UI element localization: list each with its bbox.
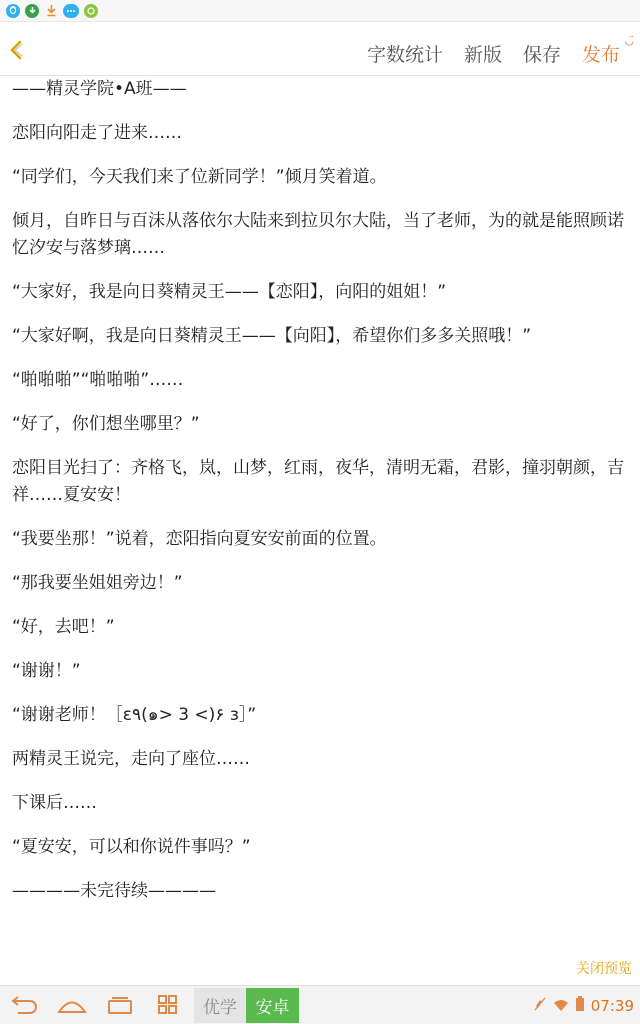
recent-apps-icon[interactable] bbox=[106, 995, 134, 1019]
download-arrow-icon bbox=[44, 4, 58, 18]
publish-label: 发布 bbox=[581, 44, 620, 66]
paragraph: “好，去吧！” bbox=[12, 617, 115, 637]
paragraph: “大家好啊，我是向日葵精灵王——【向阳】，希望你们多多关照哦！” bbox=[12, 326, 532, 346]
paragraph: “啪啪啪”“啪啪啪”…… bbox=[12, 370, 184, 390]
qq-icon bbox=[6, 4, 20, 18]
clock: 07:39 bbox=[590, 997, 634, 1015]
paragraph: “谢谢老师！［ε٩(๑> 3 <)۶ з］” bbox=[12, 705, 257, 725]
paragraph: “夏安安，可以和你说件事吗？” bbox=[12, 837, 251, 857]
word-count-button[interactable]: 字数统计 bbox=[366, 44, 443, 66]
paragraph: “我要坐那！”说着，恋阳指向夏安安前面的位置。 bbox=[12, 529, 387, 549]
paragraph: “那我要坐姐姐旁边！” bbox=[12, 573, 183, 593]
home-icon[interactable] bbox=[56, 995, 88, 1019]
new-version-button[interactable]: 新版 bbox=[463, 44, 502, 66]
publish-button[interactable] bbox=[581, 34, 634, 67]
article-preview bbox=[12, 76, 630, 905]
back-button[interactable] bbox=[6, 38, 28, 62]
paragraph: 恋阳目光扫了：齐格飞，岚，山梦，红雨，夜华，清明无霜，君影，撞羽朝颜，吉祥……夏安安！ bbox=[12, 458, 624, 505]
back-nav-icon[interactable] bbox=[8, 995, 38, 1019]
paragraph: 倾月，自昨日与百沫从落依尔大陆来到拉贝尔大陆，当了老师，为的就是能照顾诺忆汐安与落梦璃…… bbox=[12, 211, 624, 258]
status-bar bbox=[0, 0, 640, 22]
paragraph: 两精灵王说完，走向了座位…… bbox=[12, 749, 250, 769]
wifi-icon bbox=[553, 997, 569, 1016]
system-tray bbox=[533, 996, 634, 1016]
back-chevron-icon bbox=[6, 38, 28, 62]
paragraph: ——精灵学院•A班—— bbox=[12, 79, 187, 99]
paragraph: 下课后…… bbox=[12, 793, 97, 813]
smile-icon: ◡̈ bbox=[624, 34, 634, 47]
youxue-tab[interactable]: 优学 bbox=[194, 988, 246, 1023]
save-button[interactable]: 保存 bbox=[522, 44, 561, 66]
apps-grid-icon[interactable] bbox=[157, 995, 179, 1019]
download-icon bbox=[25, 4, 39, 18]
mute-icon bbox=[533, 996, 547, 1016]
editor-toolbar bbox=[0, 22, 640, 76]
paragraph: “同学们，今天我们来了位新同学！”倾月笑着道。 bbox=[12, 167, 387, 187]
app-notification-icon bbox=[84, 4, 98, 18]
battery-icon bbox=[575, 996, 585, 1016]
system-nav-bar bbox=[0, 985, 640, 1024]
paragraph: 恋阳向阳走了进来…… bbox=[12, 123, 182, 143]
paragraph: ————未完待续———— bbox=[12, 881, 216, 901]
message-icon bbox=[63, 4, 79, 18]
anzhuo-tab[interactable]: 安卓 bbox=[246, 988, 299, 1023]
paragraph: “大家好，我是向日葵精灵王——【恋阳】，向阳的姐姐！” bbox=[12, 282, 447, 302]
paragraph: “谢谢！” bbox=[12, 661, 81, 681]
close-preview-button[interactable]: 关闭预览 bbox=[576, 961, 632, 977]
paragraph: “好了，你们想坐哪里？” bbox=[12, 414, 200, 434]
